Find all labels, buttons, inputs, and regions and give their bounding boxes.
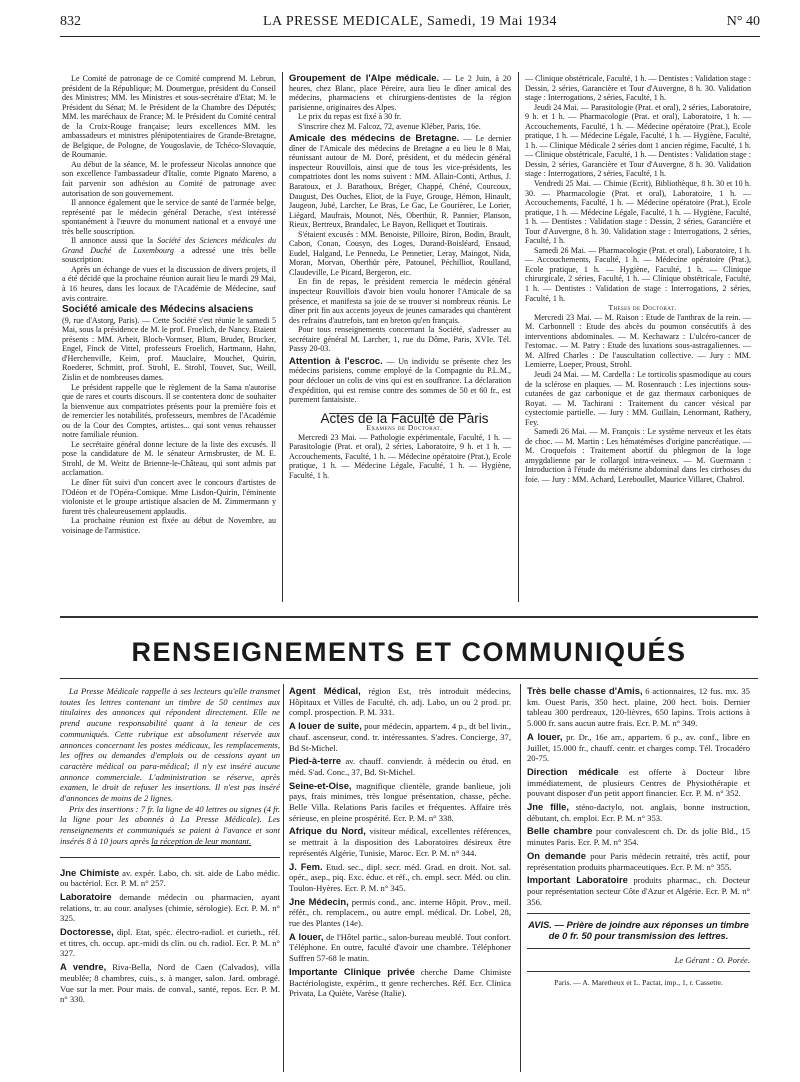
classified-ad (289, 862, 511, 894)
ad-heading: Pied-à-terre (289, 755, 342, 767)
column-divider (282, 72, 283, 602)
classified-ad (527, 767, 750, 799)
paragraph (289, 357, 511, 405)
paragraph: Le dîner fût suivi d'un concert avec le concours d'artistes de l'Odéon et de l'Opéra-Comique. Mme Lisdon-Quirin, l'éminente violoniste et le groupe artistique alsacien de M. Zimmermann y furent très chaleureusement applaudis. (62, 477, 276, 516)
text-fragment: — Le 2 Juin, à 20 heures, chez Blanc, place Péreire, aura lieu le dîner amical des médecins, pharmaciens et chirurgiens-dentistes de la région parisienne, originaires des Alpes. (289, 74, 511, 112)
page-header (60, 14, 760, 37)
ad-heading: Jne Médecin, (289, 895, 349, 907)
ad-text: av. expér. Labo, ch. sit. aide de Labo médic. ou bactériol. Ecr. P. M. n° 257. (60, 867, 280, 889)
subheading-exams: Examens de Doctorat. (366, 423, 443, 433)
classified-ad (527, 875, 750, 907)
article-column-3 (525, 74, 751, 602)
ad-text: av. chauff. conviendr. à médecin ou étud. en méd. S'ad. Conc., 37, Bd. St-Michel. (289, 756, 511, 777)
ad-heading: Jne Chimiste (60, 866, 120, 878)
classified-ad (60, 892, 280, 924)
paragraph: — Clinique obstétricale, Faculté, 1 h. — Dentistes : Validation stage : Dessin, 2 séries, Garancière et Tour d'Auvergne, 8 h. 30. Validation stage : Interrogations, 2 séries, Faculté, 1 h. (525, 74, 751, 103)
ad-text: demande médecin ou pharmacien, ayant relations, tr. au cour. analyses (chimie, sérologie). Ecr. P. M. n° 325. (60, 891, 280, 924)
ad-heading: Très belle chasse d'Amis, (527, 686, 643, 696)
ad-heading: Important Laboratoire (527, 874, 628, 886)
ad-heading: Direction médicale (527, 765, 619, 777)
classified-ad (289, 721, 511, 753)
ad-text: permis cond., anc. interne Hôpit. Prov., meil. référ., ch. remplacem., ou autre empl. médical. Dr. Lobel, 28, rue des Plantes (14e). (289, 896, 511, 929)
ad-heading: Jne fille, (527, 801, 569, 813)
classified-ad (289, 932, 511, 964)
ad-text: région Est, très introduit médecins, Hôpitaux et Villes de Faculté, ch. adj. Labo, un ou 2 prod. pr. compl. prospection. P. M. 331. (289, 686, 511, 718)
article-column-2 (289, 74, 511, 602)
publication-title: LA PRESSE MEDICALE, Samedi, 19 Mai 1934 (262, 14, 558, 29)
paragraph: En fin de repas, le président remercia le médecin général inspecteur Rouvillois d'avoir bien voulu honorer l'Amicale de sa présence, et manifesta sa joie de se trouver si nombreux réunis. Le dîner prit fin aux accents joyeux de jeunes camarades qui chantèrent des refrains d'autrefois, tant en breton qu'en français. (289, 277, 511, 325)
ad-heading: Afrique du Nord, (289, 825, 366, 837)
classified-ad (289, 967, 511, 999)
paragraph: Samedi 26 Mai. — M. François : Le système nerveux et les états de choc. — M. Martin : Les hématémèses d'origine pancréatique. — M. Croquefois : Traitement abortif du phlegmon de la loge amygdalienne par le collargol intra-veineux. — M. Guermann : Introduction à l'étude du métérisme abdominal dans les cirrhoses du foie. — Jury : MM. Achard, Lereboullet, Maurice Villaret, Chabrol. (525, 427, 751, 484)
ad-text: sténo-dactylo, not. anglais, bonne instruction, débutant, ch. emploi. Ecr. P. M. n° 353. (527, 802, 750, 823)
text-fragment: Il annonce aussi que la (71, 236, 154, 246)
paragraph: La prochaine réunion est fixée au début de Novembre, au voisinage de l'armistice. (62, 516, 276, 535)
ad-text: pour médecin, appartem. 4 p., dt bel livin., chauf. ascenseur, cond. tr. intéressantes. S'adres. Concierge, 37, Bd St-Michel. (289, 721, 511, 753)
divider (527, 948, 750, 949)
classified-ad (289, 897, 511, 929)
classified-ad (527, 851, 750, 872)
section-divider (60, 616, 758, 618)
avis-notice: AVIS. — Prière de joindre aux réponses un timbre de 0 fr. 50 pour transmission des lettres. (528, 919, 749, 942)
paragraph: Samedi 26 Mai. — Pharmacologie (Prat. et oral), Laboratoire, 1 h. — Accouchements, Faculté, 1 h. — Médecine opératoire (Prat.), Ecole pratique, 1 h. — Hygiène, Faculté, 1 h. — Clinique chirurgicale, 2 séries, Faculté, 1 h. — Clinique obstétricale, Faculté, 1 h. — Dentistes : Validation de stage : Interrogations, 2 séries, Faculté, 1 h. (525, 245, 751, 303)
classified-ad (289, 756, 511, 777)
paragraph: Le Comité de patronage de ce Comité comprend M. Lebrun, président de la République; M. Doumergue, président du Conseil des Ministres; MM. les Ministres et sous-secrétaire d'Etat; M. le Président du Sénat; M. le Président de la Chambre des Députés; MM. les maréchaux de France; M. le Président du Comité central de la Croix-Rouge française; leurs excellences MM. les ambassadeurs et ministres plénipotentiaires de Grande-Bretagne, de Belgique, de Pologne, de Yougoslavie, de Tchéco-Slovaquie, de Roumanie. (62, 74, 276, 160)
ads-column-2 (289, 686, 511, 1072)
ad-heading: J. Fem. (289, 860, 323, 872)
paragraph: S'étaient excusés : MM. Benoiste, Pilloire, Biron, Bodin, Brault, Cabon, Conan, Cousyn, des Loges, Durand-Boisléard, Ensaud, Eudel, Halgand, Le Pennedu, Le Pennetier, Leray, Maingot, Nida, Moran, Morvan, Oberthür père, Patounel, Péchilliot, Roulland, Claudeville, Le Picard, Bergeron, etc. (289, 229, 511, 277)
divider (60, 857, 280, 858)
society-name: Société des Sciences médicales du Grand Duché de Luxembourg (62, 236, 276, 255)
text-fragment: — Un individu se présente chez les médecins parisiens, comme employé de la Compagnie du P.L.M., pour déclouer un colis de vins qui est en souffrance. La déclaration d'expédition, qui est remise contre des sommes de 50 et 60 fr., est purement fantaisiste. (289, 356, 511, 405)
ads-column-3 (527, 686, 750, 1072)
heading-alpe: Groupement de l'Alpe médicale. (289, 74, 440, 84)
paragraph: Le prix du repas est fixé à 30 fr. (298, 112, 402, 122)
section-divider (60, 678, 758, 679)
classified-ad (289, 686, 511, 718)
paragraph: Le président rappelle que le règlement de la Sama n'autorise que de rares et courts discours. Il se contentera donc de souhaiter la bienvenue aux compatriotes présents pour la première fois et de remercier les notabilités, professeurs, membres de l'Académie ou de la Cour des Comptes, artistes... qui sont venus rehausser notre familiale réunion. (62, 382, 276, 440)
ad-heading: Laboratoire (60, 890, 112, 902)
paragraph (289, 134, 511, 229)
ad-text: pour Paris médecin retraité, très actif, pour représentation produits pharmaceutiques. Ecr. P. M. n° 355. (527, 850, 750, 872)
ad-text: visiteur médical, excellentes références, se mettrait à la disposition des Laboratoires désireux être représentés Algérie, Tunisie, Maroc. Ecr. P. M. n° 344. (289, 826, 511, 858)
text-fragment: — Le dernier dîner de l'Amicale des médecins de Bretagne a eu lieu le 8 Mai, réunissant autour de M. Doré, président, et du médecin général inspecteur Rouvillois, ainsi que de tous les vice-présidents, les compatriotes dont les noms suivent : MM. Allain-Conti, Arthus, J. Baratoux, et J. Barathoux, Bréger, Chappé, Chéné, Courcoux, Daugust, Des Ouches, Eliot, de la Fuye, Grouge, Hémon, Hinault, Jaugeon, Jubé, Larcher, Le Bras, Le Gac, Le Gourièrec, Le Lorier, Liégard, Maufrais, Mounot, Nés, Oberthür, R. Pannier, Planson, Rieux, Bertreux, Brandalec, Le Bayon, Relliquet et Toutirais. (289, 134, 511, 230)
page-number: 832 (60, 14, 81, 29)
ad-heading: Agent Médical, (289, 686, 361, 696)
notice-paragraph (60, 804, 280, 847)
column-divider (283, 684, 284, 1072)
notice-paragraph: La Presse Médicale rappelle à ses lecteurs qu'elle transmet toutes les lettres contenant un timbre de 50 centimes aux titulaires des annonces qui répondent directement. Elle ne prend aucune responsabilité quant à la teneur de ces communiqués. Cette rubrique est absolument réservée aux annonces concernant les postes médicaux, les remplacements, les offres ou demandes d'emplois ou de cessions ayant un caractère médical ou para-médical; il n'y est inséré aucune annonce commerciale. L'administration se réserve, après examen, le droit de refuser les insertions. Il n'est pas inséré d'annonces de moins de 2 lignes. (60, 686, 280, 804)
column-divider (520, 684, 521, 1072)
ad-heading: A louer, (289, 930, 324, 942)
issue-number: N° 40 (726, 14, 760, 29)
editorial-notice (60, 686, 280, 847)
article-column-1 (62, 74, 276, 602)
classified-ad (527, 732, 750, 764)
manager-signature: Le Gérant : O. Porée. (674, 954, 750, 965)
classified-ad (527, 802, 750, 823)
ad-text: 6 actionnaires, 12 fus. mx. 35 km. Ouest Paris, 350 hect. plaine, 200 hect. bois. Dernier tableau 300 perdreaux, 120-lièvres, 650 lapins. Trois actions à 5.000 fr. sans aucun autre frais. Ecr. P. M. n° 349. (527, 686, 750, 729)
classified-ad (60, 868, 280, 889)
ad-text: pr. Dr., 16e arr., appartem. 6 p., av. conf., libre en Juillet, 15.000 fr., chauff. centr. et charges comp. Tél. Trocadéro 20-75. (527, 731, 750, 764)
classified-ad (60, 927, 280, 959)
text-fragment: Prix des insertions : 7 fr. la ligne de 40 lettres ou signes (4 fr. la ligne pour les abonnés à La Presse Médicale). Les renseignements et communiqués se paient à l'avance et sont insérés 8 à 10 jours après (60, 803, 280, 846)
ad-heading: A vendre, (60, 961, 107, 973)
ad-text: Etud. sec., dipl. secr. méd. Grad. en droit. Not. sal. opér., asep., piq. Exc. éduc. et réf., ch. empl. secr. Méd. ou clin. Toulon-Hyères. Ecr. P. M. n° 345. (289, 861, 511, 893)
paragraph: Il annonce également que le service de santé de l'armée belge, représenté par le médecin général Derache, s'est intéressé spontanément à l'œuvre du monument national et a envoyé une très belle souscription. (62, 198, 276, 236)
subheading-theses: Thèses de Doctorat. (608, 303, 677, 313)
ad-text: est offerte à Docteur libre immédiatement, de plusieurs Centres de Physiothérapie et pouvant disposer d'un petit apport financier. Ecr. P. M. n° 352. (527, 766, 750, 799)
ad-heading: A louer de suite, (289, 720, 362, 732)
paragraph: Au début de la séance, M. le professeur Nicolas annonce que son excellence l'ambassadeur d'Italie, comte Pignato Mareno, a fait parvenir son adhésion au Comité de patronage avec autorisation de son gouvernement. (62, 159, 276, 198)
ad-heading: A louer, (527, 730, 563, 742)
ads-column-1 (60, 686, 280, 1072)
ad-heading: Seine-et-Oise, (289, 779, 352, 791)
paragraph: Le secrétaire général donne lecture de la liste des excusés. Il pose la candidature de M. le sénateur Armsbruster, de M. E. Strohl, de M. Weitz de Brienne-le-Château, qui sont admis par acclamation. (62, 439, 276, 478)
heading-alsatian-society: Société amicale des Médecins alsaciens (62, 304, 254, 316)
paragraph: Après un échange de vues et la discussion de divers projets, il a été décidé que la prochaine réunion aurait lieu le mardi 29 Mai, à 16 heures, dans les locaux de l'Académie de Médecine, sauf avis contraire. (62, 264, 276, 303)
paragraph: Mercredi 23 Mai. — M. Raison : Etude de l'anthrax de la rein. — M. Carbonnell : Etude des abcès du poumon consécutifs à des interventions abdominales. — M. Kechawarz : L'ulcéro-cancer de l'estomac. — M. Patry : Etude des luxations sous-astragaliennes. — M. Alfred Charles : De l'auscultation collective. — Jury : MM. Lemierre, Loeper, Proust, Strohl. (525, 312, 751, 370)
paragraph (62, 236, 276, 265)
paragraph: Pour tous renseignements concernant la Société, s'adresser au secrétaire général M. Larcher, 1, rue du Dôme, Paris, XVIe. Tél. Passy 20-03. (289, 325, 511, 354)
text-fragment: la réception de leur montant. (151, 835, 252, 846)
paragraph: Mercredi 23 Mai. — Pathologie expérimentale, Faculté, 1 h. — Parasitologie (Prat. et oral), 2 séries, Laboratoire, 9 h. et 1 h. — Accouchements, Faculté, 1 h. — Médecine opératoire (Prat.), Ecole pratique, 1 h. — Médecine Légale, Faculté, 1 h. — Hygiène, Faculté, 1 h. (289, 432, 511, 480)
divider (527, 971, 750, 972)
ad-text: dipl. Etat, spéc. électro-radiol. et curieth., réf. et titres, ch. occup. apr.-midi ds clin. ou ch. radiol. Ecr. P. M. n° 327. (60, 927, 280, 959)
ad-text: cherche Dame Chimiste Bactériologiste, expérim., tt genre recherches. Réf. Ecr. Clinica Privata, La Quiète, Varèse (Italie). (289, 966, 511, 999)
ad-text: Riva-Bella, Nord de Caen (Calvados), villa meublée; 8 chambres, cuis., s. à manger, salon. Jard. ombragé. Vue sur la mer. Pour mais. de conval., santé, repos. Ecr. P. M. n° 330. (60, 962, 280, 1005)
paragraph: Jeudi 24 Mai. — Parasitologie (Prat. et oral), 2 séries, Laboratoire, 9 h. et 1 h. — Pharmacologie (Prat. et oral), Laboratoire, 1 h. — Accouchements, Faculté, 1 h. — Médecine opératoire (Prat.), Ecole pratique, 1 h. — Médecine Légale, Faculté, 1 h. — Hygiène, Faculté, 1 h. — Clinique Médicale 2 séries dont 1 ancien régime, Faculté, 1 h. — Clinique obstétricale, Faculté, 1 h. — Dentistes : Validation stage : Dessin, 2 séries, Garancière et Tour d'Auvergne, 8 h. 30. Validation stage : Interrogations, 2 séries, Faculté, 1 h. (525, 102, 751, 179)
ad-heading: Doctoresse, (60, 926, 114, 938)
ad-text: magnifique clientèle, grande banlieue, joli pays, frais minimes, très longue présentation, chasse, pêche. Belle Villa. Relations Paris faciles et fréquentes. Affaire très sérieuse, en pleine prospérité. Ecr. P. M. n° 338. (289, 780, 511, 823)
classified-ad (289, 781, 511, 824)
ad-heading: Importante Clinique privée (289, 965, 415, 977)
paragraph (289, 74, 511, 112)
ad-text: pour convalescent ch. Dr. ds jolie Bld., 15 minutes Paris. Ecr. P. M. n° 354. (527, 826, 750, 848)
divider (527, 913, 750, 914)
column-divider (518, 72, 519, 602)
paragraph: Vendredi 25 Mai. — Chimie (Ecrit), Bibliothèque, 8 h. 30 et 10 h. 30. — Pharmacologie (Prat. et oral), Laboratoire, 1 h. — Accouchements, Faculté, 1 h. — Médecine opératoire (Prat.), Ecole pratique, 1 h. — Médecine Légale, Faculté, 1 h. — Hygiène, Faculté, 1 h. — Dentistes : Validation stage : Dessin, 2 séries, Garancière et Tour d'Auvergne, 8 h. 30. Validation stage : Interrogations, 2 séries, Faculté, 1 h. (525, 179, 751, 246)
heading-bretagne: Amicale des médecins de Bretagne. (289, 133, 460, 145)
printer-credit: Paris. — A. Maretheux et L. Pactat, imp., 1, r. Cassette. (554, 978, 723, 988)
ad-heading: Belle chambre (527, 825, 593, 837)
ad-heading: On demande (527, 849, 586, 861)
ad-text: produits pharmac., ch. Docteur pour représentation secteur Côte d'Azur et Algérie. Ecr. P. M. n° 356. (527, 875, 750, 907)
paragraph: Jeudi 24 Mai. — M. Cardella : Le torticolis spasmodique au cours de la sclérose en plaques. — M. Rosenrauch : Les injections sous-cutanées de gaz carbonique et de gaz thermaux carboniques de Royat. — M. Tachirani : Traitement du cancer vésical par cystectomie partielle. — Jury : MM. Guillain, Lenormant, Rathery, Fey. (525, 369, 751, 427)
classified-ad (527, 826, 750, 847)
heading-escroc: Attention à l'escroc. (289, 355, 383, 367)
section-title: RENSEIGNEMENTS ET COMMUNIQUÉS (131, 637, 687, 667)
ad-text: de l'Hôtel partic., salon-bureau meublé. Tout confort. Téléphone. En outre, faculté d'avoir une chambre. Téléphoner Suffren 57-68 le matin. (289, 931, 511, 964)
paragraph: S'inscrire chez M. Falcoz, 72, avenue Kléber, Paris, 16e. (298, 121, 481, 131)
heading-faculty-acts: Actes de la Faculté de Paris (320, 410, 489, 426)
classified-ad (527, 686, 750, 729)
classified-ad (289, 826, 511, 858)
text-fragment: a adressé une très belle souscription. (62, 245, 276, 265)
paragraph: (9, rue d'Astorg, Paris). — Cette Société s'est réunie le samedi 5 Mai, sous la présidence de M. le prof. Froelich, de Nancy. Etaient présents : MM. Arbeit, Bloch-Vormser, Blum, Bruder, Brucker, Engel, Finck de Vittel, professeurs Froelich, Hartmann, Hahn, d'Herchenville, Keim, prof. Mauclaire, Mouchet, Quirin, Roederer, Schmitt, prof. Strohl, E. Strohl, Touvet, Suc, Weill, Zislin et de nombreuses dames. (62, 315, 276, 382)
classified-ad (60, 962, 280, 1005)
